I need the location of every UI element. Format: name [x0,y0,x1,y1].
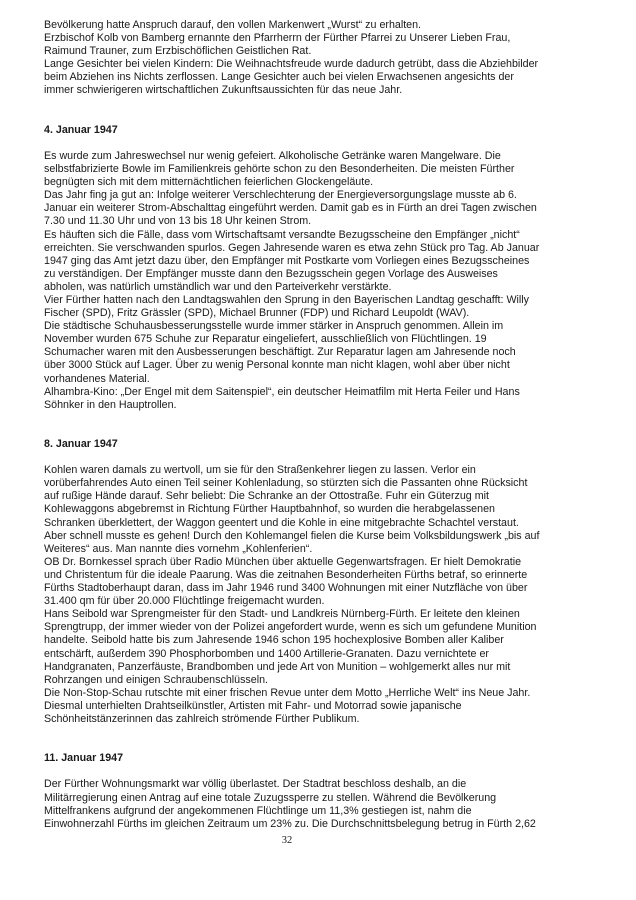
text-line: Kohlewaggons abgebremst in Richtung Fürther Hauptbahnhof, so wurden die herabgelassenen [44,503,495,516]
text-line: OB Dr. Bornkessel sprach über Radio München über aktuelle Gegenwartsfragen. Er hielt Demokratie [44,555,522,568]
section-heading: 11. Januar 1947 [44,752,124,765]
text-line: handelte. Seibold hatte bis zum Jahresende 1946 schon 195 hochexplosive Bomben aller Kaliber [44,634,504,647]
text-line: Alhambra-Kino: „Der Engel mit dem Saitenspiel“, ein deutscher Heimatfilm mit Herta Feiler und Hans [44,385,520,398]
text-line: entschärft, außerdem 390 Phosphorbomben und 1400 Artillerie-Granaten. Dazu vernichtete er [44,647,489,660]
text-line: immer schwierigeren wirtschaftlichen Zukunftsaussichten für das neue Jahr. [44,84,403,97]
text-line: Mittelfrankens aufgrund der angekommenen Flüchtlinge um 11,3% gestiegen ist, nahm die [44,804,472,817]
text-line: 1947 ging das Amt jetzt dazu über, den Empfänger mit Postkarte vom Vorliegen eines Bezugsscheines [44,254,530,267]
text-line: und Christentum für die ideale Paarung. Was die zeitnahen Besonderheiten Fürths betraf, so erinnerte [44,568,528,581]
text-line: Erzbischof Kolb von Bamberg ernannte den Pfarrherrn der Fürther Pfarrei zu Unserer Lieben Frau, [44,32,511,45]
text-line: erreichten. Sie verschwanden spurlos. Gegen Jahresende waren es etwa zehn Stück pro Tag. Ab Januar [44,241,540,254]
text-line: 7.30 und 11.30 Uhr und von 13 bis 18 Uhr keinen Strom. [44,215,312,228]
text-line: Es wurde zum Jahreswechsel nur wenig gefeiert. Alkoholische Getränke waren Mangelware. Die [44,149,501,162]
text-line: Lange Gesichter bei vielen Kindern: Die Weihnachtsfreude wurde dadurch getrübt, dass die Abziehbilder [44,58,539,71]
text-line: zu verständigen. Der Empfänger musste dann den Bezugsschein gegen Vorlage des Ausweises [44,267,498,280]
section-heading: 8. Januar 1947 [44,438,118,450]
text-line: Der Fürther Wohnungsmarkt war völlig überlastet. Der Stadtrat beschloss deshalb, an die [44,778,467,791]
text-line: Bevölkerung hatte Anspruch darauf, den vollen Markenwert „Wurst“ zu erhalten. [44,19,422,31]
text-line: vorüberfahrendes Auto einen Teil seiner Kohlenladung, so stürzten sich die Passanten ohne Rücksicht [44,477,528,490]
text-line: Das Jahr fing ja gut an: Infolge weiterer Verschlechterung der Energieversorgungslage musste ab 6. [44,189,517,202]
text-line: 31.400 qm für über 20.000 Flüchtlinge freigemacht wurden. [44,595,325,608]
text-line: Rohrzangen und einigen Schraubenschlüsseln. [44,673,268,686]
text-line: Handgranaten, Panzerfäuste, Brandbomben und jede Art von Munition – wohlgemerkt alles nur mit [44,660,511,673]
text-line: Weiteres“ aus. Man nannte dies vornehm „Kohlenferien“. [44,542,313,555]
paragraph [44,19,604,98]
text-line: Schranken überklettert, der Waggon geentert und die Kohle in eine mitgebrachte Schachtel verstaut. [44,516,519,529]
text-line: Schumacher waren mit den Ausbesserungen beschäftigt. Zur Reparatur lagen am Jahresende noch [44,346,516,359]
page-number: 32 [281,835,293,846]
text-line: Schönheitstänzerinnen das zahlreich strömende Fürther Publikum. [44,712,360,725]
text-line: auf rußige Hände darauf. Sehr beliebt: Die Schranke an der Ottostraße. Fuhr ein Güterzug mit [44,490,489,503]
document-body [44,19,604,831]
text-line: Fürths Stadtoberhaupt daran, dass im Jahr 1946 rund 3400 Wohnungen mit einer Nutzfläche von über [44,582,528,595]
text-line: Es häuften sich die Fälle, dass vom Wirtschaftsamt versandte Bezugsscheine den Empfänger „nicht“ [44,228,520,241]
text-line: Januar ein weiterer Strom-Abschalttag eingeführt werden. Damit gab es in Fürth an drei Tagen zwischen [44,202,537,215]
text-line: November wurden 675 Schuhe zur Reparatur eingeliefert, ausschließlich von Flüchtlingen. 19 [44,333,487,346]
text-line: Die städtische Schuhausbesserungsstelle wurde immer stärker in Anspruch genommen. Allein im [44,320,504,333]
text-line: über 3000 Stück auf Lager. Über zu wenig Personal konnte man nicht klagen, wohl aber über nicht [44,359,510,372]
paragraph [44,778,604,830]
text-line: Einwohnerzahl Fürths im gleichen Zeitraum um 23% zu. Die Durchschnittsbelegung betrug in Fürth 2,62 [44,817,536,830]
text-line: begnügten sich mit dem mitternächtlichen feierlichen Glockengeläute. [44,176,374,189]
text-line: abholen, was natürlich umständlich war und den Parteiverkehr verstärkte. [44,280,392,293]
text-line: Sprengtrupp, der immer wieder von der Polizei angefordert wurde, wenn es sich um gefundene Munition [44,621,537,634]
text-line: Hans Seibold war Sprengmeister für den Stadt- und Landkreis Nürnberg-Fürth. Er leitete den kleinen [44,608,520,621]
text-line: Söhnker in den Hauptrollen. [44,398,177,411]
text-line: Vier Fürther hatten nach den Landtagswahlen den Sprung in den Bayerischen Landtag geschafft: Willy [44,293,530,306]
text-line: Die Non-Stop-Schau rutschte mit einer frischen Revue unter dem Motto „Herrliche Welt“ ins Neue Jahr. [44,686,531,699]
text-line: Kohlen waren damals zu wertvoll, um sie für den Straßenkehrer liegen zu lassen. Verlor ein [44,464,476,477]
text-line: beim Abziehen ins Nichts zerflossen. Lange Gesichter auch bei vielen Erwachsenen angesichts der [44,71,514,84]
paragraph [44,150,604,412]
text-line: vorhandenes Material. [44,372,150,385]
text-line: Diesmal unterhielten Drahtseilkünstler, Artisten mit Fahr- und Motorrad sowie japanische [44,699,462,712]
text-line: Militärregierung einen Antrag auf eine totale Zuzugssperre zu stellen. Während die Bevölkerung [44,791,497,804]
paragraph [44,464,604,726]
text-line: Aber schnell musste es gehen! Durch den Kohlemangel fielen die Kurse beim Volksbildungswerk „bis auf [44,529,540,542]
text-line: Fischer (SPD), Fritz Grässler (SPD), Michael Brunner (FDP) und Richard Leupoldt (WAV). [44,307,470,320]
section-heading: 4. Januar 1947 [44,123,118,136]
text-line: selbstfabrizierte Bowle im Familienkreis gehörte schon zu den Besonderheiten. Die meisten Fürther [44,163,515,176]
text-line: Raimund Trauner, zum Erzbischöflichen Geistlichen Rat. [44,45,312,58]
